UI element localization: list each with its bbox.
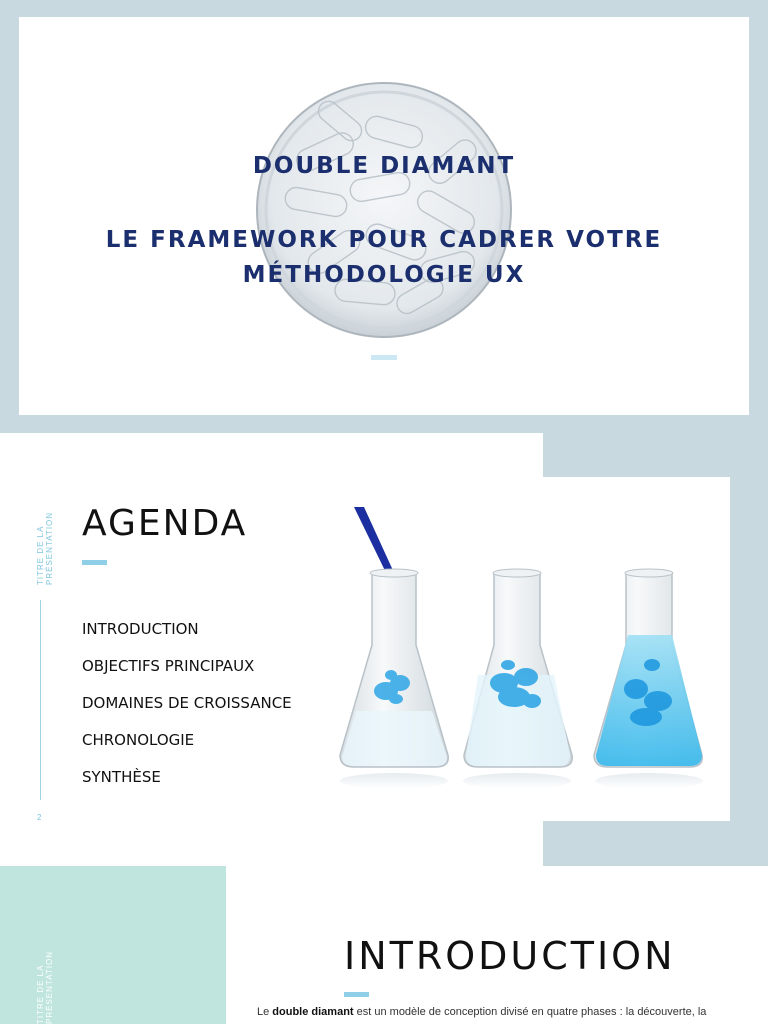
introduction-slide [0,866,768,1024]
side-label-line-2 [45,555,54,585]
side-label-line-1: TITRE DE LA [36,964,45,1024]
intro-accent-dash [344,992,369,997]
agenda-list [82,619,292,804]
para-bold-term: double diamant [272,1006,354,1018]
subtitle-line-2: MÉTHODOLOGIE UX [242,262,526,288]
agenda-accent-dash [82,560,107,565]
lab-flasks-image [336,505,730,793]
page-number: 2 [37,813,42,822]
side-label-line-1: TITRE DE LA [36,525,45,585]
title-accent-dash [371,355,397,360]
side-presentation-label [36,525,54,585]
side-presentation-label [36,951,54,1024]
agenda-item: INTRODUCTION [82,620,199,638]
agenda-item: DOMAINES DE CROISSANCE [82,694,292,712]
presentation-title: DOUBLE DIAMANT [252,153,516,179]
petri-dish-image [255,81,513,339]
title-slide [19,17,749,415]
side-divider-line [40,600,41,800]
agenda-title: AGENDA [82,503,248,544]
agenda-item: OBJECTIFS PRINCIPAUX [82,657,255,675]
introduction-title: INTRODUCTION [344,934,676,978]
para-prefix: Le [257,1006,273,1018]
intro-paragraph [257,1006,768,1018]
presentation-subtitle [19,223,749,293]
intro-teal-panel [0,866,226,1024]
agenda-item: CHRONOLOGIE [82,731,195,749]
para-rest: est un modèle de conception divisé en quatre phases : la découverte, la [353,1006,707,1018]
agenda-item: SYNTHÈSE [82,768,161,786]
subtitle-line-1: LE FRAMEWORK POUR CADRER VOTRE [105,227,663,253]
agenda-slide [0,433,768,866]
side-label-line-2: PRÉSENTATION [45,950,54,1024]
